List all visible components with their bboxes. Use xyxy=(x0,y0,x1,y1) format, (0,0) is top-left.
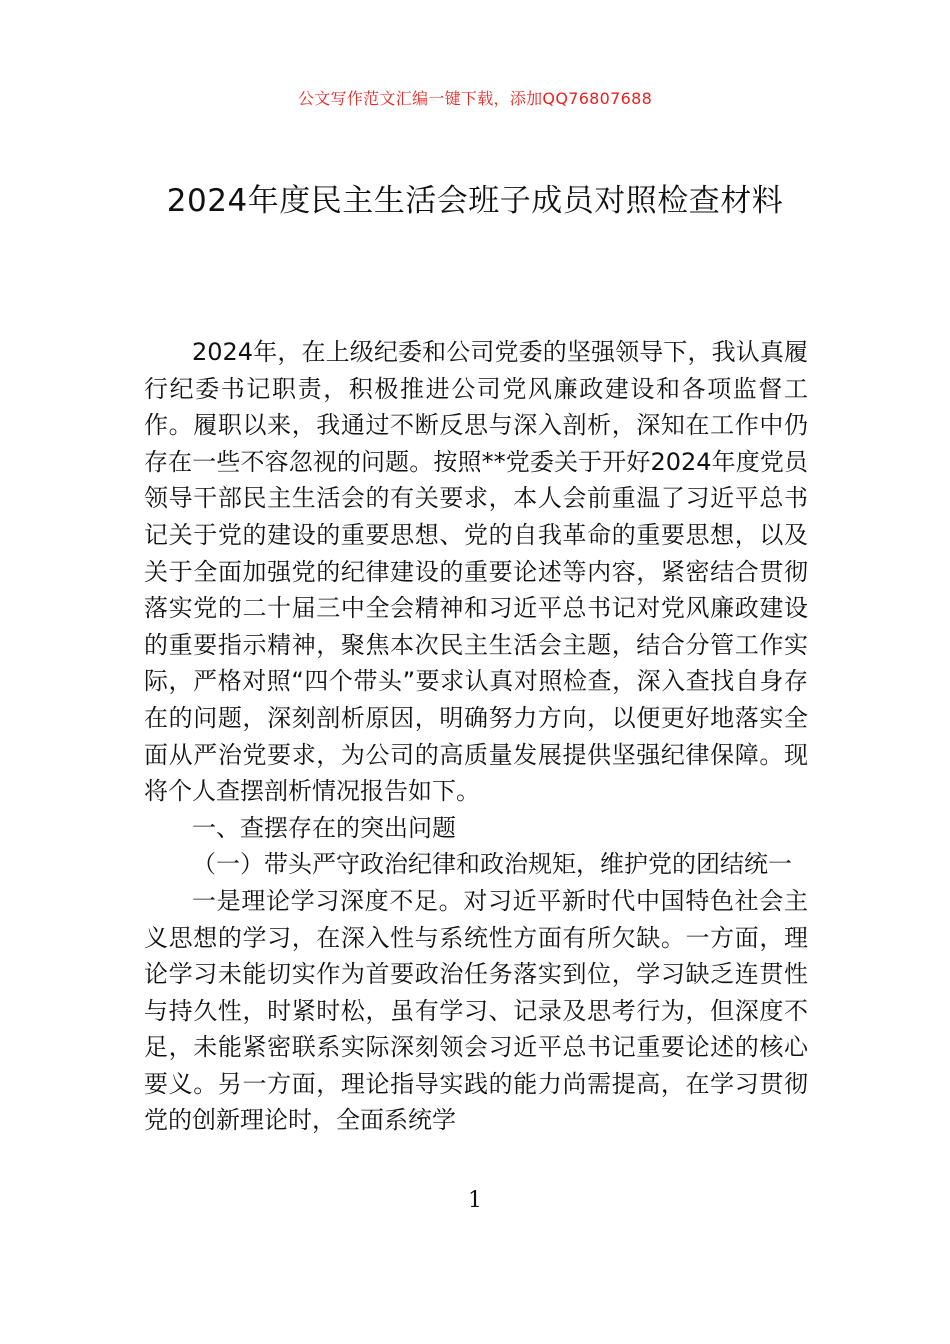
promo-header-text: 公文写作范文汇编一键下载，添加QQ76807688 xyxy=(297,89,653,108)
document-body xyxy=(144,334,808,1139)
section-heading: 一、查摆存在的突出问题 xyxy=(192,813,456,842)
document-title: 2024年度民主生活会班子成员对照检查材料 xyxy=(166,183,784,219)
page-number: 1 xyxy=(468,1188,482,1213)
body-paragraph: 一是理论学习深度不足。对习近平新时代中国特色社会主义思想的学习，在深入性与系统性方面有所欠缺。一方面，理论学习未能切实作为首要政治任务落实到位，学习缺乏连贯性与持久性，时紧时松，虽有学习、记录及思考行为，但深度不足，未能紧密联系实际深刻领会习近平总书记重要论述的核心要义。另一方面，理论指导实践的能力尚需提高，在学习贯彻党的创新理论时，全面系统学 xyxy=(144,886,808,1135)
intro-paragraph: 2024年，在上级纪委和公司党委的坚强领导下，我认真履行纪委书记职责，积极推进公司党风廉政建设和各项监督工作。履职以来，我通过不断反思与深入剖析，深知在工作中仍存在一些不容忽视的问题。按照**党委关于开好2024年度党员领导干部民主生活会的有关要求，本人会前重温了习近平总书记关于党的建设的重要思想、党的自我革命的重要思想，以及关于全面加强党的纪律建设的重要论述等内容，紧密结合贯彻落实党的二十届三中全会精神和习近平总书记对党风廉政建设的重要指示精神，聚焦本次民主生活会主题，结合分管工作实际，严格对照“四个带头”要求认真对照检查，深入查找自身存在的问题，深刻剖析原因，明确努力方向，以便更好地落实全面从严治党要求，为公司的高质量发展提供坚强纪律保障。现将个人查摆剖析情况报告如下。 xyxy=(144,338,808,806)
subsection-heading: （一）带头严守政治纪律和政治规矩，维护党的团结统一 xyxy=(192,850,792,879)
